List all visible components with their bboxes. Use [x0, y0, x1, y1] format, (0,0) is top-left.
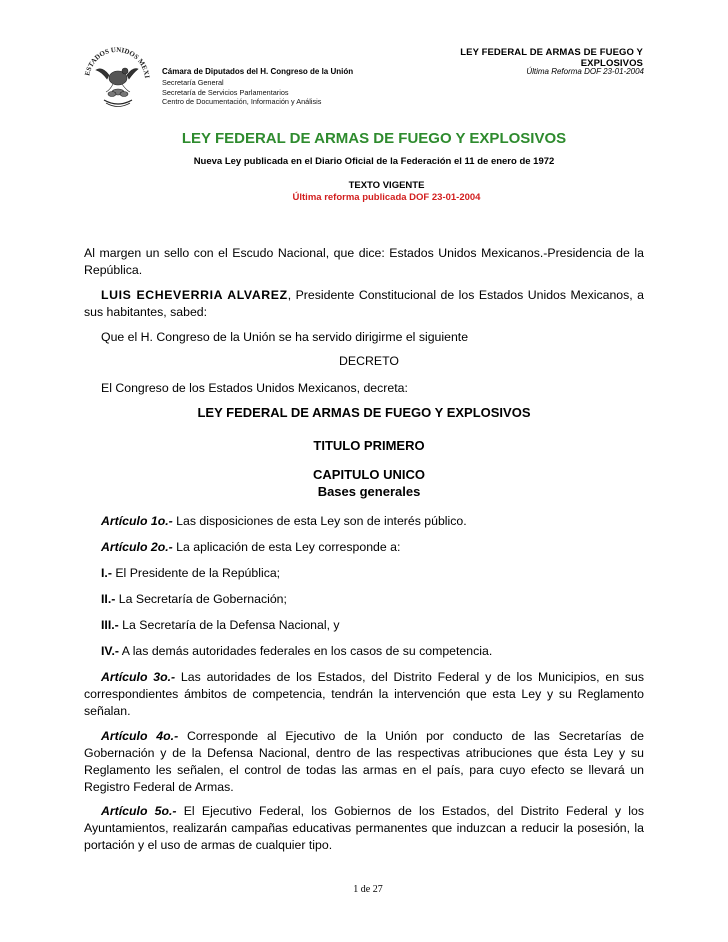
- texto-vigente: TEXTO VIGENTE: [348, 180, 425, 191]
- titulo-primero: TITULO PRIMERO: [313, 438, 425, 453]
- fraccion-3: [84, 617, 644, 634]
- fraccion-1: [84, 565, 644, 582]
- articulo-5-label: Artículo 5o.-: [101, 804, 177, 818]
- fraccion-2: [84, 591, 644, 608]
- fraccion-2-text: La Secretaría de Gobernación;: [115, 592, 287, 606]
- paragraph-congreso: Que el H. Congreso de la Unión se ha servido dirigirme el siguiente: [101, 330, 469, 344]
- articulo-4: [84, 728, 644, 796]
- articulo-1: [84, 513, 644, 530]
- bases-generales: Bases generales: [317, 484, 421, 499]
- articulo-2: [84, 539, 644, 556]
- articulo-5: [84, 803, 644, 854]
- fraccion-1-text: El Presidente de la República;: [111, 566, 281, 580]
- articulo-3-label: Artículo 3o.-: [101, 670, 176, 684]
- articulo-2-text: La aplicación de esta Ley corresponde a:: [172, 540, 401, 554]
- header-centro-documentacion: Centro de Documentación, Información y Análisis: [162, 97, 322, 106]
- fraccion-4: [84, 643, 644, 660]
- fraccion-3-text: La Secretaría de la Defensa Nacional, y: [118, 618, 340, 632]
- fraccion-4-label: IV.-: [101, 644, 120, 658]
- ultima-reforma: Última reforma publicada DOF 23-01-2004: [292, 192, 481, 203]
- header-last-reform: Última Reforma DOF 23-01-2004: [526, 67, 644, 76]
- articulo-3-text: Las autoridades de los Estados, del Distrito Federal y de los Municipios, en sus correspondientes ámbitos de competencia, tendrán la intervención que esta Ley y su Reglamento señalan.: [84, 670, 644, 718]
- mexican-seal-icon: [80, 42, 154, 116]
- articulo-5-text: El Ejecutivo Federal, los Gobiernos de los Estados, del Distrito Federal y los Ayuntamientos, realizarán campañas educativas permanentes que induzcan a reducir la posesión, la portación y el uso de armas de cualquier tipo.: [84, 804, 645, 852]
- header-organization: Cámara de Diputados del H. Congreso de la Unión: [162, 67, 354, 76]
- header-secretaria-general: Secretaría General: [162, 78, 224, 87]
- page-number: 1 de 27: [353, 884, 383, 895]
- fraccion-3-label: III.-: [101, 618, 119, 632]
- paragraph-presidente: [84, 287, 644, 321]
- fraccion-4-text: A las demás autoridades federales en los casos de su competencia.: [119, 644, 493, 658]
- running-header-title: LEY FEDERAL DE ARMAS DE FUEGO Y EXPLOSIVOS: [460, 47, 643, 69]
- fraccion-1-label: I.-: [101, 566, 112, 580]
- document-title: LEY FEDERAL DE ARMAS DE FUEGO Y EXPLOSIVOS: [181, 130, 567, 147]
- articulo-1-label: Artículo 1o.-: [101, 514, 173, 528]
- articulo-4-label: Artículo 4o.-: [101, 729, 179, 743]
- paragraph-presidente-text: , Presidente Constitucional de los Estados Unidos Mexicanos, a sus habitantes, sabed:: [84, 288, 644, 319]
- fraccion-2-label: II.-: [101, 592, 116, 606]
- articulo-3: [84, 669, 644, 720]
- articulo-1-text: Las disposiciones de esta Ley son de interés público.: [172, 514, 467, 528]
- articulo-4-text: Corresponde al Ejecutivo de la Unión por conducto de las Secretarías de Gobernación y de la Defensa Nacional, dentro de las respectivas atribuciones que ésta Ley y su Reglamento les señalen, el control de todas las armas en el país, para cuyo efecto se llevará un Registro Federal de Armas.: [84, 729, 644, 794]
- header-servicios-parlamentarios: Secretaría de Servicios Parlamentarios: [162, 87, 289, 97]
- seal-text: ESTADOS UNIDOS MEXI: [83, 45, 151, 79]
- decreto-heading: DECRETO: [339, 354, 399, 368]
- paragraph-decreta: El Congreso de los Estados Unidos Mexicanos, decreta:: [101, 381, 408, 395]
- articulo-2-label: Artículo 2o.-: [101, 540, 173, 554]
- capitulo-unico: CAPITULO UNICO: [313, 467, 425, 482]
- law-title: LEY FEDERAL DE ARMAS DE FUEGO Y EXPLOSIVOS: [197, 405, 531, 420]
- publication-note: Nueva Ley publicada en el Diario Oficial de la Federación el 11 de enero de 1972: [193, 156, 555, 167]
- president-name: LUIS ECHEVERRIA ALVAREZ: [101, 288, 288, 302]
- paragraph-sello: Al margen un sello con el Escudo Nacional, que dice: Estados Unidos Mexicanos.-Presidencia de la República.: [84, 246, 644, 277]
